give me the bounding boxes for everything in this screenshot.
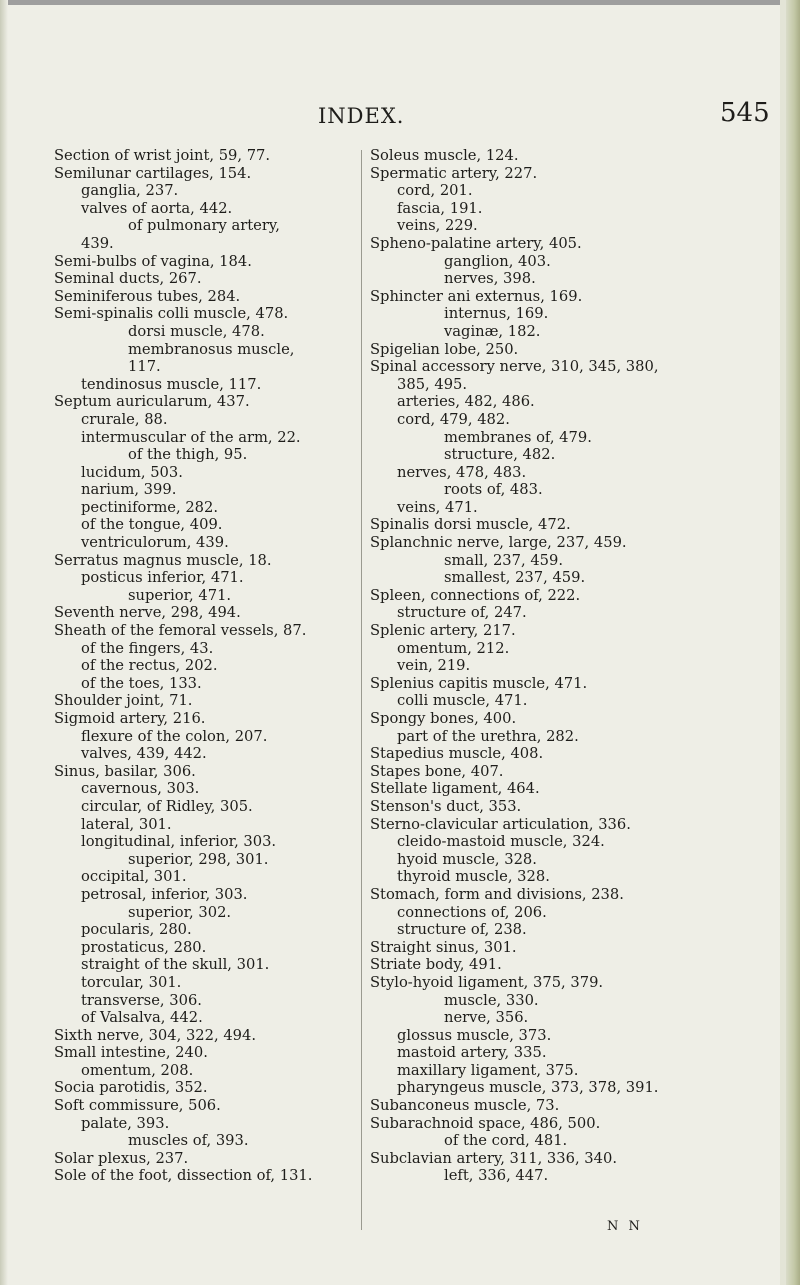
index-entry: superior, 298, 301. xyxy=(128,850,269,868)
index-entry: nerves, 398. xyxy=(444,270,536,288)
index-entry: cavernous, 303. xyxy=(81,780,200,798)
index-entry: veins, 471. xyxy=(397,498,478,516)
index-entry: of Valsalva, 442. xyxy=(81,1009,203,1027)
index-entry: torcular, 301. xyxy=(81,973,182,991)
index-entry: part of the urethra, 282. xyxy=(397,727,579,745)
index-entry: Sinus, basilar, 306. xyxy=(54,762,196,780)
index-entry: Splenius capitis muscle, 471. xyxy=(370,674,588,692)
index-entry: Sole of the foot, dissection of, 131. xyxy=(54,1167,313,1185)
index-entry: 385, 495. xyxy=(397,375,468,393)
index-entry: ganglia, 237. xyxy=(81,182,179,200)
index-entry: Stellate ligament, 464. xyxy=(370,780,540,798)
index-entry: narium, 399. xyxy=(81,481,177,499)
index-entry: 439. xyxy=(81,234,114,252)
index-entry: of the thigh, 95. xyxy=(128,446,248,464)
index-entry: Spinalis dorsi muscle, 472. xyxy=(370,516,571,534)
index-entry: longitudinal, inferior, 303. xyxy=(81,833,277,851)
index-entry: palate, 393. xyxy=(81,1114,170,1132)
index-entry: Small intestine, 240. xyxy=(54,1044,208,1062)
index-entry: Spheno-palatine artery, 405. xyxy=(370,234,582,252)
index-entry: pectiniforme, 282. xyxy=(81,498,219,516)
page-edge-shadow xyxy=(786,0,800,1285)
page-number: 545 xyxy=(720,98,770,128)
index-entry: fascia, 191. xyxy=(397,199,483,217)
top-edge-shadow xyxy=(0,0,800,5)
index-entry: of the fingers, 43. xyxy=(81,639,214,657)
index-entry: crurale, 88. xyxy=(81,410,168,428)
index-entry: Sphincter ani externus, 169. xyxy=(370,287,583,305)
index-entry: muscles of, 393. xyxy=(128,1132,249,1150)
index-entry: vein, 219. xyxy=(397,657,471,675)
index-entry: valves, 439, 442. xyxy=(81,745,207,763)
index-entry: Sigmoid artery, 216. xyxy=(54,710,206,727)
index-entry: valves of aorta, 442. xyxy=(81,199,233,217)
index-entry: superior, 471. xyxy=(128,586,232,604)
index-entry: hyoid muscle, 328. xyxy=(397,850,537,868)
index-entry: Solar plexus, 237. xyxy=(54,1149,189,1167)
index-entry: muscle, 330. xyxy=(444,991,539,1009)
index-entry: Spleen, connections of, 222. xyxy=(370,586,581,604)
index-entry: Semilunar cartilages, 154. xyxy=(54,164,252,182)
index-entry: Straight sinus, 301. xyxy=(370,938,517,956)
index-entry: Subarachnoid space, 486, 500. xyxy=(370,1114,601,1132)
index-entry: structure, 482. xyxy=(444,446,556,464)
index-entry: nerves, 478, 483. xyxy=(397,463,527,481)
index-entry: Sixth nerve, 304, 322, 494. xyxy=(54,1026,257,1044)
index-entry: of the toes, 133. xyxy=(81,674,202,692)
index-entry: ganglion, 403. xyxy=(444,252,551,270)
index-entry: membranosus muscle, xyxy=(128,340,295,358)
index-entry: straight of the skull, 301. xyxy=(81,956,270,974)
index-entry: Semi-bulbs of vagina, 184. xyxy=(54,252,252,270)
index-entry: arteries, 482, 486. xyxy=(397,393,535,411)
index-entry: cord, 201. xyxy=(397,182,473,200)
index-entry: Stapedius muscle, 408. xyxy=(370,745,544,763)
index-entry: colli muscle, 471. xyxy=(397,692,528,710)
index-entry: veins, 229. xyxy=(397,217,478,235)
index-entry: Spinal accessory nerve, 310, 345, 380, xyxy=(370,358,659,376)
index-entry: Section of wrist joint, 59, 77. xyxy=(54,147,271,164)
index-entry: Spongy bones, 400. xyxy=(370,710,517,727)
index-entry: Soft commissure, 506. xyxy=(54,1097,221,1115)
index-entry: Subanconeus muscle, 73. xyxy=(370,1097,560,1115)
signature-mark: N N xyxy=(607,1219,643,1234)
index-entry: maxillary ligament, 375. xyxy=(397,1061,579,1079)
index-column-left xyxy=(54,147,354,1185)
index-entry: cleido-mastoid muscle, 324. xyxy=(397,833,605,851)
index-entry: roots of, 483. xyxy=(444,481,543,499)
index-entry: pocularis, 280. xyxy=(81,921,192,939)
index-entry: of the cord, 481. xyxy=(444,1132,568,1150)
index-entry: nerve, 356. xyxy=(444,1009,529,1027)
index-entry: structure of, 238. xyxy=(397,921,527,939)
index-entry: cord, 479, 482. xyxy=(397,410,510,428)
index-entry: prostaticus, 280. xyxy=(81,938,207,956)
index-entry: Stenson's duct, 353. xyxy=(370,797,522,815)
index-entry: membranes of, 479. xyxy=(444,428,592,446)
index-entry: of pulmonary artery, xyxy=(128,217,280,235)
index-entry: Stapes bone, 407. xyxy=(370,762,504,780)
index-entry: of the tongue, 409. xyxy=(81,516,223,534)
index-entry: circular, of Ridley, 305. xyxy=(81,797,253,815)
index-entry: Semi-spinalis colli muscle, 478. xyxy=(54,305,289,323)
index-entry: glossus muscle, 373. xyxy=(397,1026,552,1044)
index-entry: 117. xyxy=(128,358,161,376)
index-entry: pharyngeus muscle, 373, 378, 391. xyxy=(397,1079,659,1097)
index-entry: tendinosus muscle, 117. xyxy=(81,375,262,393)
index-entry: lucidum, 503. xyxy=(81,463,183,481)
index-column-right xyxy=(370,147,775,1185)
index-entry: Septum auricularum, 437. xyxy=(54,393,250,411)
index-entry: structure of, 247. xyxy=(397,604,527,622)
index-entry: Splanchnic nerve, large, 237, 459. xyxy=(370,534,627,552)
index-entry: thyroid muscle, 328. xyxy=(397,868,550,886)
index-entry: vaginæ, 182. xyxy=(444,322,541,340)
index-entry: superior, 302. xyxy=(128,903,232,921)
index-entry: Spermatic artery, 227. xyxy=(370,164,538,182)
index-entry: ventriculorum, 439. xyxy=(81,534,229,552)
running-title: INDEX. xyxy=(318,104,405,128)
index-entry: Seventh nerve, 298, 494. xyxy=(54,604,241,622)
index-entry: occipital, 301. xyxy=(81,868,187,886)
index-entry: posticus inferior, 471. xyxy=(81,569,244,587)
index-entry: Socia parotidis, 352. xyxy=(54,1079,208,1097)
index-entry: mastoid artery, 335. xyxy=(397,1044,547,1062)
index-entry: Spigelian lobe, 250. xyxy=(370,340,519,358)
index-entry: Seminiferous tubes, 284. xyxy=(54,287,241,305)
binding-edge xyxy=(0,0,8,1285)
index-entry: dorsi muscle, 478. xyxy=(128,322,265,340)
index-entry: Soleus muscle, 124. xyxy=(370,147,519,164)
index-entry: Sterno-clavicular articulation, 336. xyxy=(370,815,631,833)
index-entry: smallest, 237, 459. xyxy=(444,569,586,587)
index-entry: Shoulder joint, 71. xyxy=(54,692,193,710)
index-entry: flexure of the colon, 207. xyxy=(81,727,268,745)
index-entry: Serratus magnus muscle, 18. xyxy=(54,551,272,569)
index-entry: petrosal, inferior, 303. xyxy=(81,885,248,903)
index-entry: left, 336, 447. xyxy=(444,1167,549,1185)
index-entry: internus, 169. xyxy=(444,305,549,323)
index-entry: of the rectus, 202. xyxy=(81,657,218,675)
index-entry: Striate body, 491. xyxy=(370,956,502,974)
index-entry: lateral, 301. xyxy=(81,815,172,833)
index-entry: omentum, 208. xyxy=(81,1061,194,1079)
index-entry: connections of, 206. xyxy=(397,903,547,921)
column-divider xyxy=(361,150,362,1230)
index-entry: omentum, 212. xyxy=(397,639,510,657)
index-entry: Seminal ducts, 267. xyxy=(54,270,202,288)
index-entry: small, 237, 459. xyxy=(444,551,564,569)
index-entry: intermuscular of the arm, 22. xyxy=(81,428,301,446)
index-entry: Sheath of the femoral vessels, 87. xyxy=(54,622,307,640)
index-entry: transverse, 306. xyxy=(81,991,202,1009)
index-entry: Subclavian artery, 311, 336, 340. xyxy=(370,1149,618,1167)
index-entry: Splenic artery, 217. xyxy=(370,622,516,640)
index-entry: Stylo-hyoid ligament, 375, 379. xyxy=(370,973,604,991)
index-entry: Stomach, form and divisions, 238. xyxy=(370,885,624,903)
